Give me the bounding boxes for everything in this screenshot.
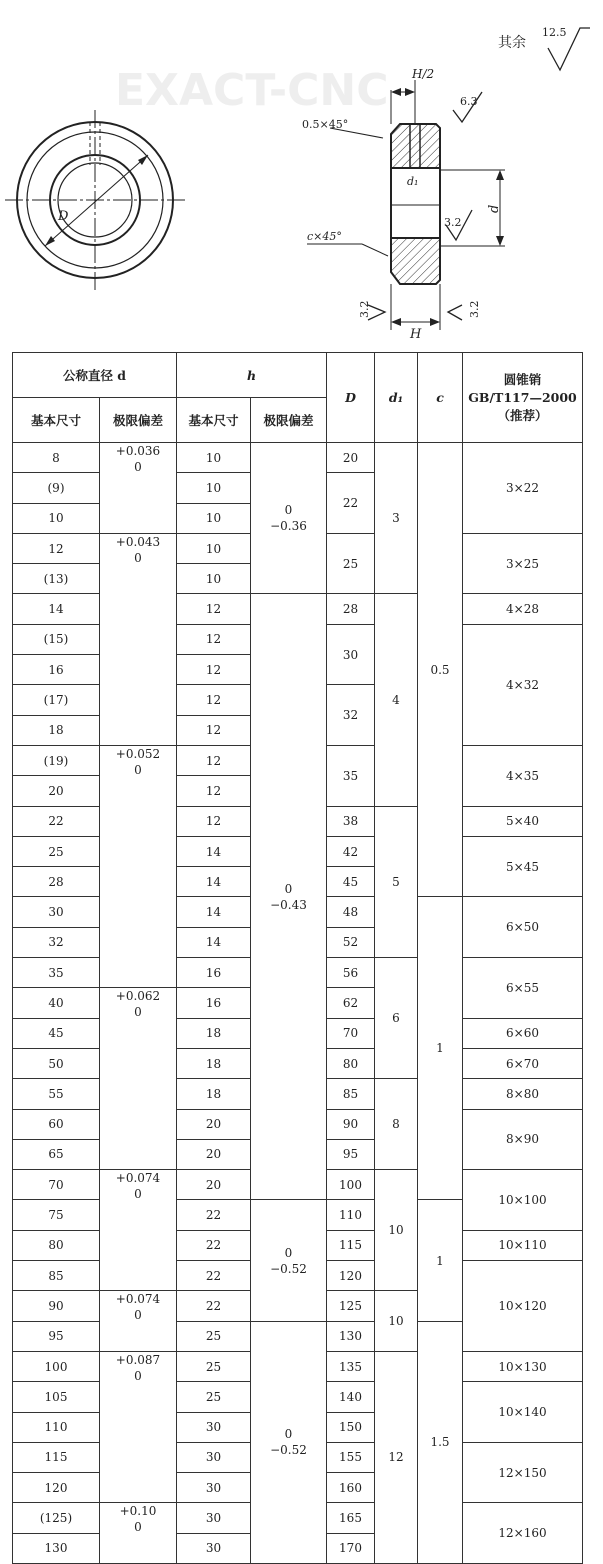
cell-d-basic: (17) xyxy=(13,685,100,715)
cell-D: 125 xyxy=(327,1291,375,1321)
header-pin: 圆锥销 GB/T117—2000 （推荐） xyxy=(463,353,583,443)
cell-d-basic: 50 xyxy=(13,1048,100,1078)
cell-h-basic: 25 xyxy=(177,1351,251,1381)
cell-D: 30 xyxy=(327,624,375,685)
cell-c: 1 xyxy=(418,897,463,1200)
cell-d-basic: 80 xyxy=(13,1230,100,1260)
top-chamfer-label: 0.5×45° xyxy=(302,118,349,131)
cell-pin: 5×45 xyxy=(463,836,583,897)
cell-D: 45 xyxy=(327,867,375,897)
cell-d-basic: (9) xyxy=(13,473,100,503)
cell-pin: 3×25 xyxy=(463,533,583,594)
cell-D: 150 xyxy=(327,1412,375,1442)
cell-d-tolerance: +0.10 0 xyxy=(100,1503,177,1564)
cell-d-basic: 45 xyxy=(13,1018,100,1048)
cell-d-basic: 8 xyxy=(13,443,100,473)
cell-d-basic: 35 xyxy=(13,958,100,988)
cell-d-tolerance: +0.043 0 xyxy=(100,533,177,745)
cell-d1: 5 xyxy=(375,806,418,957)
cell-h-tolerance: 0 −0.52 xyxy=(251,1321,327,1563)
technical-drawing xyxy=(0,0,603,345)
cell-h-basic: 14 xyxy=(177,897,251,927)
cell-D: 120 xyxy=(327,1261,375,1291)
cell-d1: 4 xyxy=(375,594,418,806)
header-basic-size: 基本尺寸 xyxy=(13,398,100,443)
cell-h-basic: 18 xyxy=(177,1079,251,1109)
cell-D: 110 xyxy=(327,1200,375,1230)
cell-D: 38 xyxy=(327,806,375,836)
header-deviation-h: 极限偏差 xyxy=(251,398,327,443)
outer-diameter-label: D xyxy=(58,209,69,224)
cell-h-basic: 12 xyxy=(177,776,251,806)
cell-d-basic: 18 xyxy=(13,715,100,745)
cell-h-tolerance: 0 −0.52 xyxy=(251,1200,327,1321)
cell-h-basic: 22 xyxy=(177,1200,251,1230)
inner-hole-label: d₁ xyxy=(407,175,419,188)
cell-D: 35 xyxy=(327,745,375,806)
header-basic-size-h: 基本尺寸 xyxy=(177,398,251,443)
cell-pin: 4×32 xyxy=(463,624,583,745)
bore-label: d xyxy=(487,204,502,213)
cell-d-basic: 100 xyxy=(13,1351,100,1381)
cell-d-tolerance: +0.087 0 xyxy=(100,1351,177,1502)
cell-D: 25 xyxy=(327,533,375,594)
bottom-chamfer-label: c×45° xyxy=(307,230,342,243)
cell-h-basic: 30 xyxy=(177,1533,251,1563)
cell-pin: 4×35 xyxy=(463,745,583,806)
cell-D: 52 xyxy=(327,927,375,957)
cell-h-basic: 14 xyxy=(177,867,251,897)
cell-pin: 10×100 xyxy=(463,1170,583,1231)
cell-pin: 12×160 xyxy=(463,1503,583,1564)
cell-h-basic: 22 xyxy=(177,1230,251,1260)
cell-D: 62 xyxy=(327,988,375,1018)
cell-d-basic: (15) xyxy=(13,624,100,654)
cell-d-basic: (125) xyxy=(13,1503,100,1533)
cell-D: 56 xyxy=(327,958,375,988)
cell-h-basic: 20 xyxy=(177,1170,251,1200)
cell-pin: 10×130 xyxy=(463,1351,583,1381)
header-d1: d₁ xyxy=(375,353,418,443)
cell-D: 28 xyxy=(327,594,375,624)
roughness-left-value: 3.2 xyxy=(358,300,371,318)
cell-h-basic: 14 xyxy=(177,836,251,866)
cell-pin: 12×150 xyxy=(463,1442,583,1503)
cell-d-basic: 120 xyxy=(13,1473,100,1503)
cell-d-tolerance: +0.074 0 xyxy=(100,1170,177,1291)
cell-h-basic: 10 xyxy=(177,473,251,503)
cell-d-basic: 16 xyxy=(13,655,100,685)
cell-pin: 5×40 xyxy=(463,806,583,836)
cell-d-tolerance: +0.052 0 xyxy=(100,745,177,987)
cell-h-basic: 20 xyxy=(177,1139,251,1169)
cell-h-basic: 12 xyxy=(177,806,251,836)
cell-h-basic: 25 xyxy=(177,1382,251,1412)
cell-h-basic: 12 xyxy=(177,594,251,624)
cell-h-basic: 12 xyxy=(177,745,251,775)
cell-D: 170 xyxy=(327,1533,375,1563)
cell-pin: 6×50 xyxy=(463,897,583,958)
cell-d-basic: 28 xyxy=(13,867,100,897)
cell-d-basic: 30 xyxy=(13,897,100,927)
cell-h-basic: 16 xyxy=(177,958,251,988)
cell-d-basic: 10 xyxy=(13,503,100,533)
watermark-text: EXACT-CNC xyxy=(115,65,389,116)
cell-h-basic: 18 xyxy=(177,1018,251,1048)
cell-c: 0.5 xyxy=(418,443,463,897)
cell-D: 85 xyxy=(327,1079,375,1109)
cell-d1: 8 xyxy=(375,1079,418,1170)
cell-h-tolerance: 0 −0.43 xyxy=(251,594,327,1200)
cell-D: 165 xyxy=(327,1503,375,1533)
cell-pin: 8×80 xyxy=(463,1079,583,1109)
cell-d-basic: 115 xyxy=(13,1442,100,1472)
cell-h-basic: 16 xyxy=(177,988,251,1018)
cell-d1: 3 xyxy=(375,443,418,594)
cell-d-basic: 20 xyxy=(13,776,100,806)
cell-h-basic: 30 xyxy=(177,1412,251,1442)
cell-h-basic: 18 xyxy=(177,1048,251,1078)
cell-d-tolerance: +0.036 0 xyxy=(100,443,177,534)
cell-pin: 4×28 xyxy=(463,594,583,624)
cell-d-tolerance: +0.074 0 xyxy=(100,1291,177,1352)
cell-d-basic: (19) xyxy=(13,745,100,775)
cell-D: 42 xyxy=(327,836,375,866)
cell-pin: 10×120 xyxy=(463,1261,583,1352)
cell-d-basic: 70 xyxy=(13,1170,100,1200)
cell-pin: 3×22 xyxy=(463,443,583,534)
cell-D: 22 xyxy=(327,473,375,534)
dimension-table xyxy=(12,352,583,1564)
cell-d-basic: 22 xyxy=(13,806,100,836)
cell-d-basic: 110 xyxy=(13,1412,100,1442)
cell-d1: 12 xyxy=(375,1351,418,1563)
cell-h-basic: 12 xyxy=(177,685,251,715)
cell-d-basic: 32 xyxy=(13,927,100,957)
header-nominal-d: 公称直径 d xyxy=(13,353,177,398)
cell-d-basic: 40 xyxy=(13,988,100,1018)
cell-h-basic: 12 xyxy=(177,655,251,685)
cell-h-basic: 10 xyxy=(177,564,251,594)
cell-d1: 10 xyxy=(375,1291,418,1352)
section-view xyxy=(391,124,440,284)
cell-d-basic: 105 xyxy=(13,1382,100,1412)
header-D: D xyxy=(327,353,375,443)
cell-D: 160 xyxy=(327,1473,375,1503)
cell-D: 155 xyxy=(327,1442,375,1472)
table-row xyxy=(13,594,583,624)
cell-d1: 10 xyxy=(375,1170,418,1291)
cell-D: 90 xyxy=(327,1109,375,1139)
cell-D: 80 xyxy=(327,1048,375,1078)
cell-d-basic: 14 xyxy=(13,594,100,624)
cell-d-basic: (13) xyxy=(13,564,100,594)
cell-d-basic: 25 xyxy=(13,836,100,866)
cell-pin: 6×70 xyxy=(463,1048,583,1078)
cell-h-basic: 30 xyxy=(177,1503,251,1533)
header-deviation: 极限偏差 xyxy=(100,398,177,443)
cell-h-basic: 10 xyxy=(177,533,251,563)
cell-pin: 6×55 xyxy=(463,958,583,1019)
cell-c: 1 xyxy=(418,1200,463,1321)
cell-D: 20 xyxy=(327,443,375,473)
cell-d1: 6 xyxy=(375,958,418,1079)
roughness-right-value: 3.2 xyxy=(468,300,481,318)
cell-h-basic: 12 xyxy=(177,624,251,654)
roughness-mid-value: 3.2 xyxy=(444,216,462,229)
cell-D: 32 xyxy=(327,685,375,746)
cell-pin: 6×60 xyxy=(463,1018,583,1048)
cell-h-basic: 10 xyxy=(177,503,251,533)
header-c: c xyxy=(418,353,463,443)
cell-d-basic: 55 xyxy=(13,1079,100,1109)
header-h: h xyxy=(177,353,327,398)
roughness-top-value: 6.3 xyxy=(460,95,478,108)
cell-d-basic: 95 xyxy=(13,1321,100,1351)
cell-c: 1.5 xyxy=(418,1321,463,1563)
cell-d-basic: 60 xyxy=(13,1109,100,1139)
drawing-canvas xyxy=(0,0,603,345)
cell-pin: 8×90 xyxy=(463,1109,583,1170)
cell-d-tolerance: +0.062 0 xyxy=(100,988,177,1170)
cell-h-basic: 30 xyxy=(177,1473,251,1503)
roughness-default-label: 其余 xyxy=(498,35,526,51)
cell-d-basic: 130 xyxy=(13,1533,100,1563)
cell-D: 95 xyxy=(327,1139,375,1169)
cell-h-basic: 22 xyxy=(177,1261,251,1291)
cell-h-tolerance: 0 −0.36 xyxy=(251,443,327,594)
cell-h-basic: 22 xyxy=(177,1291,251,1321)
cell-D: 115 xyxy=(327,1230,375,1260)
height-label: H xyxy=(410,327,422,342)
table-body xyxy=(13,443,583,1564)
cell-D: 140 xyxy=(327,1382,375,1412)
cell-h-basic: 20 xyxy=(177,1109,251,1139)
cell-h-basic: 30 xyxy=(177,1442,251,1472)
cell-h-basic: 10 xyxy=(177,443,251,473)
cell-D: 70 xyxy=(327,1018,375,1048)
cell-D: 135 xyxy=(327,1351,375,1381)
table-row xyxy=(13,443,583,473)
cell-D: 130 xyxy=(327,1321,375,1351)
cell-d-basic: 75 xyxy=(13,1200,100,1230)
front-view xyxy=(5,110,185,290)
cell-D: 48 xyxy=(327,897,375,927)
cell-pin: 10×140 xyxy=(463,1382,583,1443)
roughness-default-value: 12.5 xyxy=(542,26,567,39)
cell-h-basic: 12 xyxy=(177,715,251,745)
half-height-label: H/2 xyxy=(412,67,435,81)
cell-h-basic: 25 xyxy=(177,1321,251,1351)
cell-D: 100 xyxy=(327,1170,375,1200)
cell-d-basic: 65 xyxy=(13,1139,100,1169)
cell-d-basic: 12 xyxy=(13,533,100,563)
cell-pin: 10×110 xyxy=(463,1230,583,1260)
cell-d-basic: 85 xyxy=(13,1261,100,1291)
cell-d-basic: 90 xyxy=(13,1291,100,1321)
cell-h-basic: 14 xyxy=(177,927,251,957)
